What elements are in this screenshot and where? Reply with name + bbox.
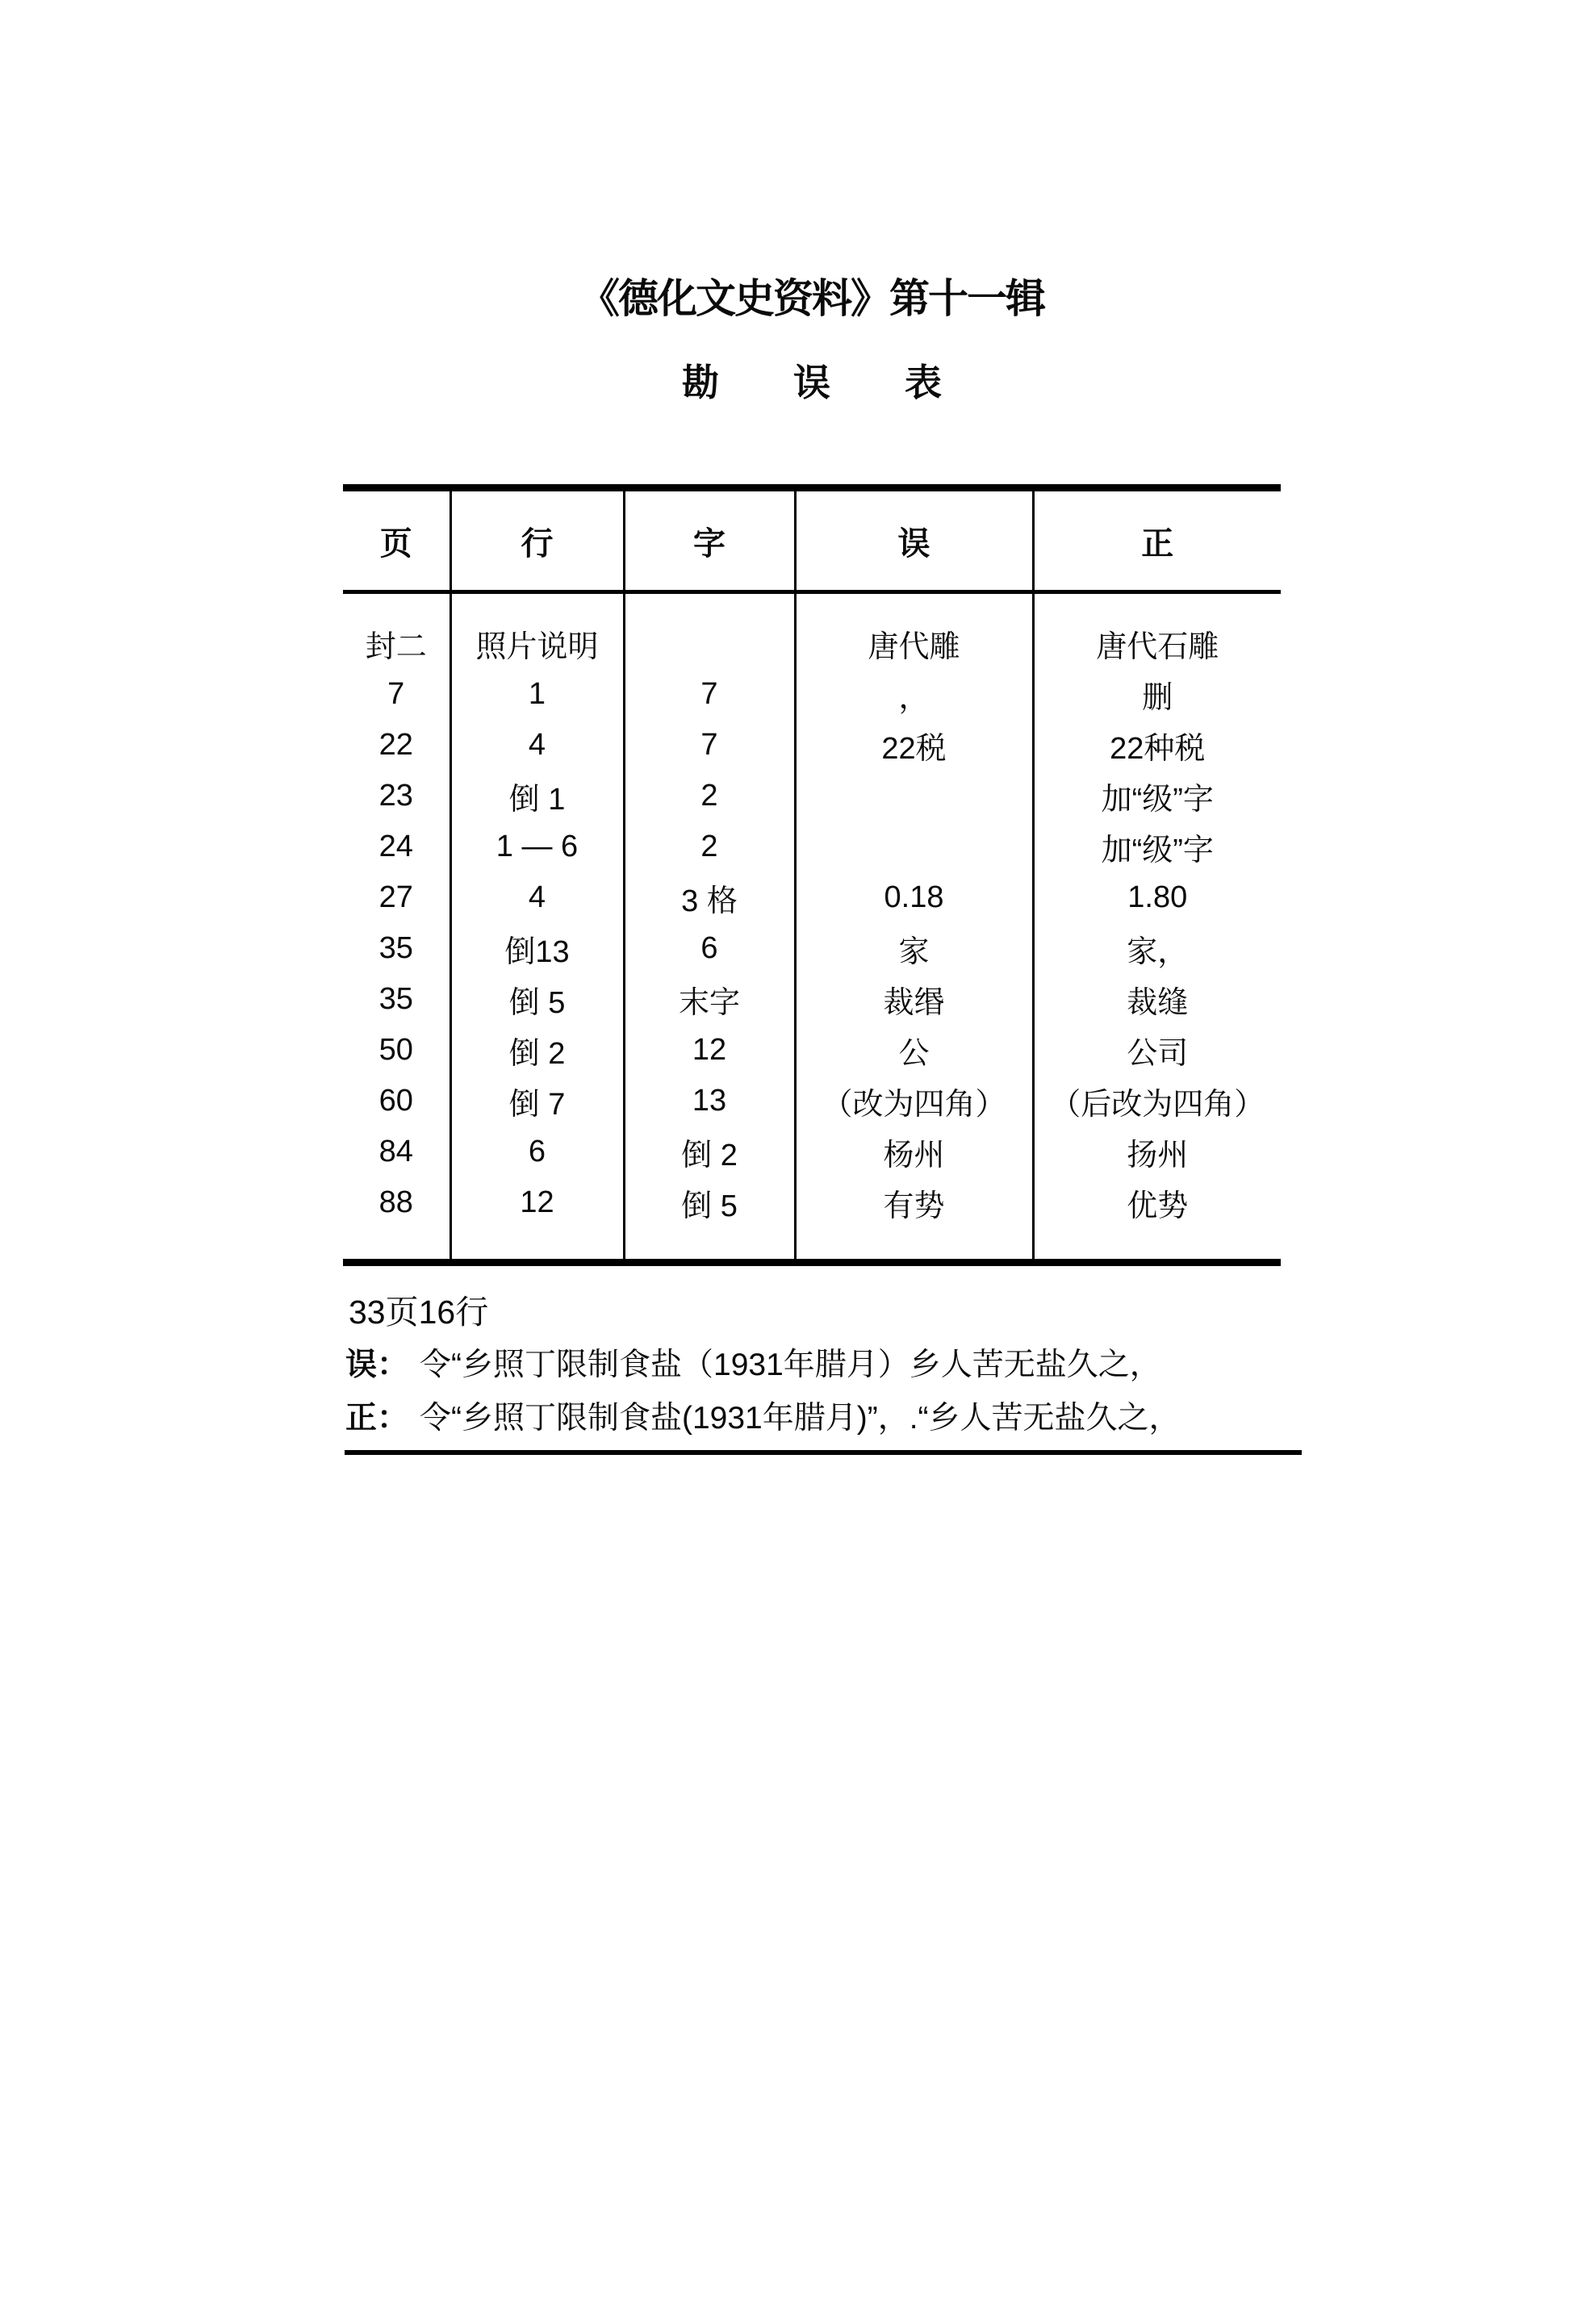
table-cell: 优势 xyxy=(1033,1177,1281,1263)
table-cell: 1 — 6 xyxy=(450,821,624,872)
table-row xyxy=(343,1076,1281,1126)
table-cell: 88 xyxy=(378,1185,413,1219)
header-row xyxy=(343,488,1281,592)
table-row xyxy=(343,1025,1281,1076)
table-cell: 加“级”字 xyxy=(1033,821,1281,872)
right-text: 令“乡照丁限制食盐(1931年腊月)”，.“乡人苦无盐久之， xyxy=(420,1401,1181,1436)
table-cell: 加“级”字 xyxy=(1033,771,1281,821)
column-header: 行 xyxy=(450,488,624,592)
table-cell: 封二 xyxy=(365,630,427,664)
table-cell xyxy=(795,821,1033,872)
table-cell: 家 xyxy=(795,923,1033,974)
table-cell: 唐代雕 xyxy=(795,592,1033,670)
table-cell: 倒 5 xyxy=(624,1177,795,1263)
table-cell: 12 xyxy=(624,1025,795,1076)
table-cell: 0.18 xyxy=(795,872,1033,923)
table-row xyxy=(343,720,1281,771)
table-cell: 末字 xyxy=(624,974,795,1025)
table-cell: 7 xyxy=(624,720,795,771)
table-row xyxy=(343,771,1281,821)
errata-heading: 勘 误 表 xyxy=(682,362,942,403)
table-cell: 倒 7 xyxy=(450,1076,624,1126)
table-cell: 有势 xyxy=(795,1177,1033,1263)
table-cell: 倒 1 xyxy=(450,771,624,821)
table-cell: 扬州 xyxy=(1033,1126,1281,1177)
table-cell: 唐代石雕 xyxy=(1033,592,1281,670)
table-cell: 照片说明 xyxy=(450,592,624,670)
table-cell: 家， xyxy=(1033,923,1281,974)
wrong-label: 误： xyxy=(345,1348,409,1382)
doc-title: 《德化文史资料》第十一辑 xyxy=(579,276,1044,321)
errata-table-wrap xyxy=(343,484,1281,1266)
table-cell: 23 xyxy=(378,779,413,813)
column-header: 页 xyxy=(343,488,450,592)
table-cell: 倒13 xyxy=(450,923,624,974)
column-header: 正 xyxy=(1033,488,1281,592)
table-cell: 22税 xyxy=(795,720,1033,771)
bottom-rule xyxy=(345,1450,1302,1455)
table-cell xyxy=(624,592,795,670)
note-location: 33页16行 xyxy=(349,1294,489,1331)
wrong-text: 令“乡照丁限制食盐（1931年腊月）乡人苦无盐久之， xyxy=(420,1348,1161,1382)
table-cell: 1 xyxy=(450,669,624,720)
table-cell: 7 xyxy=(387,677,405,711)
table-cell: 24 xyxy=(378,830,413,863)
note-right-line xyxy=(345,1393,1181,1438)
table-cell: 6 xyxy=(624,923,795,974)
note-wrong-line xyxy=(345,1340,1161,1385)
table-cell: 倒 2 xyxy=(624,1126,795,1177)
table-cell: 2 xyxy=(624,821,795,872)
table-cell: 2 xyxy=(624,771,795,821)
table-cell xyxy=(795,771,1033,821)
errata-table-body xyxy=(343,592,1281,1263)
table-cell: 杨州 xyxy=(795,1126,1033,1177)
table-cell: 22 xyxy=(378,728,413,762)
table-cell: 1.80 xyxy=(1033,872,1281,923)
table-row xyxy=(343,923,1281,974)
errata-table xyxy=(343,484,1281,1266)
table-cell: 12 xyxy=(450,1177,624,1263)
table-cell: 倒 5 xyxy=(450,974,624,1025)
table-cell: 公司 xyxy=(1033,1025,1281,1076)
table-cell: 27 xyxy=(378,880,413,914)
table-row xyxy=(343,1177,1281,1263)
table-cell: （后改为四角） xyxy=(1033,1076,1281,1126)
table-cell: 35 xyxy=(378,982,413,1016)
table-cell: 13 xyxy=(624,1076,795,1126)
table-row xyxy=(343,1126,1281,1177)
table-row xyxy=(343,974,1281,1025)
column-header: 误 xyxy=(795,488,1033,592)
table-cell: 50 xyxy=(378,1033,413,1067)
table-cell: 6 xyxy=(450,1126,624,1177)
right-label: 正： xyxy=(345,1401,409,1436)
table-row xyxy=(343,669,1281,720)
table-cell: 裁缗 xyxy=(795,974,1033,1025)
table-row xyxy=(343,872,1281,923)
table-cell: ， xyxy=(795,669,1033,720)
column-header: 字 xyxy=(624,488,795,592)
table-row xyxy=(343,821,1281,872)
table-cell: 裁缝 xyxy=(1033,974,1281,1025)
table-row xyxy=(343,592,1281,670)
table-cell: 公 xyxy=(795,1025,1033,1076)
table-cell: 3 格 xyxy=(624,872,795,923)
table-cell: （改为四角） xyxy=(795,1076,1033,1126)
table-cell: 7 xyxy=(624,669,795,720)
table-cell: 35 xyxy=(378,931,413,965)
table-cell: 4 xyxy=(450,720,624,771)
table-cell: 删 xyxy=(1033,669,1281,720)
table-cell: 84 xyxy=(378,1135,413,1168)
table-cell: 60 xyxy=(378,1084,413,1118)
table-cell: 4 xyxy=(450,872,624,923)
table-cell: 倒 2 xyxy=(450,1025,624,1076)
table-cell: 22种税 xyxy=(1033,720,1281,771)
